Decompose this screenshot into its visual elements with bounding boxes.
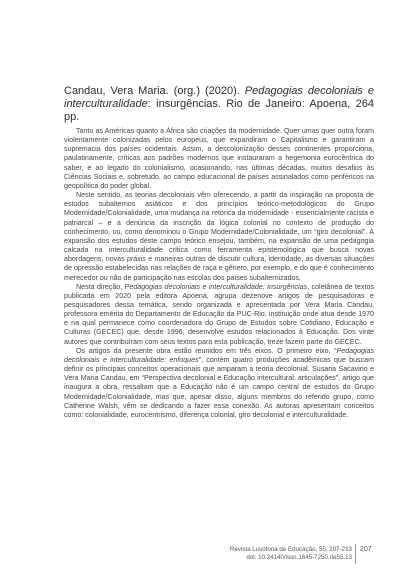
journal-doi: doi: 10.24140/issn.1645-7250.rle55.13 (246, 554, 352, 561)
heading-authors: Candau, Vera Maria. (org.) (2020). (64, 85, 245, 97)
paragraph: Os artigos da presente obra estão reunidos em três eixos. O primeiro eixo, “Pedagogias decoloniais e interculturalidade: enfoques”, contém quatro produções acadêmicas que buscam definir os principais conceitos operacionais que amparam a teoria decolonial. Susana Sacavino e Vera Maria Candau, em “Perspectiva decolonial e Educação intercultural: articulações”, artigo que inaugura a obra, ressaltam que a Educação não é um campo central de estudos do Grupo Modernidade/Colonialidade, mas que, apesar disso, alguns membros do referido grupo, como Catherine Walsh, vêm se dedicando a fazer essa conexão. As autoras apresentam conceitos como: colonialidade, eurocentrismo, diferença colonial, giro decolonial e interculturalidade. (64, 346, 374, 419)
review-heading (64, 85, 374, 124)
heading-title: Pedagogias decoloniais e interculturalidade (64, 85, 374, 110)
footer-divider (355, 544, 356, 564)
heading-rest: : insurgências. Rio de Janeiro: Apoena, 264 pp. (64, 98, 374, 123)
journal-footer (230, 546, 352, 562)
journal-citation: Revista Lusófona de Educação, 55, 207-213 (229, 546, 352, 553)
paragraph: Tanto as Américas quanto a África são criações da modernidade. Quer umas quer outra foram violentamente colonizadas pelos europeus, que expandiram o Capitalismo e garantiram a supremacia dos países ocidentais. Assim, a descolonização desses continentes proporciona, paulatinamente, críticas aos padrões modernos que instauraram a hegemonia eurocêntrica do saber, e ao legado do colonialismo, ocasionando, nas últimas décadas, muitos desafios às Ciências Sociais e, sobretudo, ao campo educacional de países assinalados como periféricos na geopolítica do poder global. (64, 127, 374, 190)
article-body (64, 127, 374, 420)
paragraph: Nesta direção, Pedagogias decoloniais e interculturalidade: insurgências, coletânea de textos publicada em 2020 pela editora Apoena, agrupa dezenove artigos de pesquisadoras e pesquisadores dessa temática, sendo organizada e apresentada por Vera Maria Candau, professora emérita do Departamento de Educação da PUC-Rio, instituição onde atua desde 1970 e na qual permanece como coordenadora do Grupo de Estudos sobre Cotidiano, Educação e Culturas (GECEC) que, desde 1996, desenvolve estudos relacionados à Educação. Dos vinte autores que contribuíram com seus textos para esta publicação, treze fazem parte do GECEC. (64, 282, 374, 346)
paragraph: Neste sentido, as teorias decoloniais vêm oferecendo, a partir da inspiração na proposta de estudos subalternos asiáticos e dos princípios teórico-metodológicos do Grupo Modernidade/Colonialidade, uma mudança na retórica da modernidade - essencialmente racista e patriarcal – e a denúncia da inscrição da lógica colonial no contexto de produção do conhecimento, ou, como denominou o Grupo Modernidade/Colonialidade, um “giro decolonial”. A expansão dos estudos deste campo teórico ensejou, também, na expansão de uma pedagogia calcada na interculturalidade crítica como ferramenta epistemológica que busca novas abordagens, novas práxis e maneiras outras de discutir cultura, identidade, as diversas situações de opressão estabelecidas nas relações de raça e gênero, por exemplo, e do que é conhecimento merecedor ou não de participação nas escolas dos países subalternizados. (64, 191, 374, 282)
page-number: 207 (360, 546, 372, 553)
